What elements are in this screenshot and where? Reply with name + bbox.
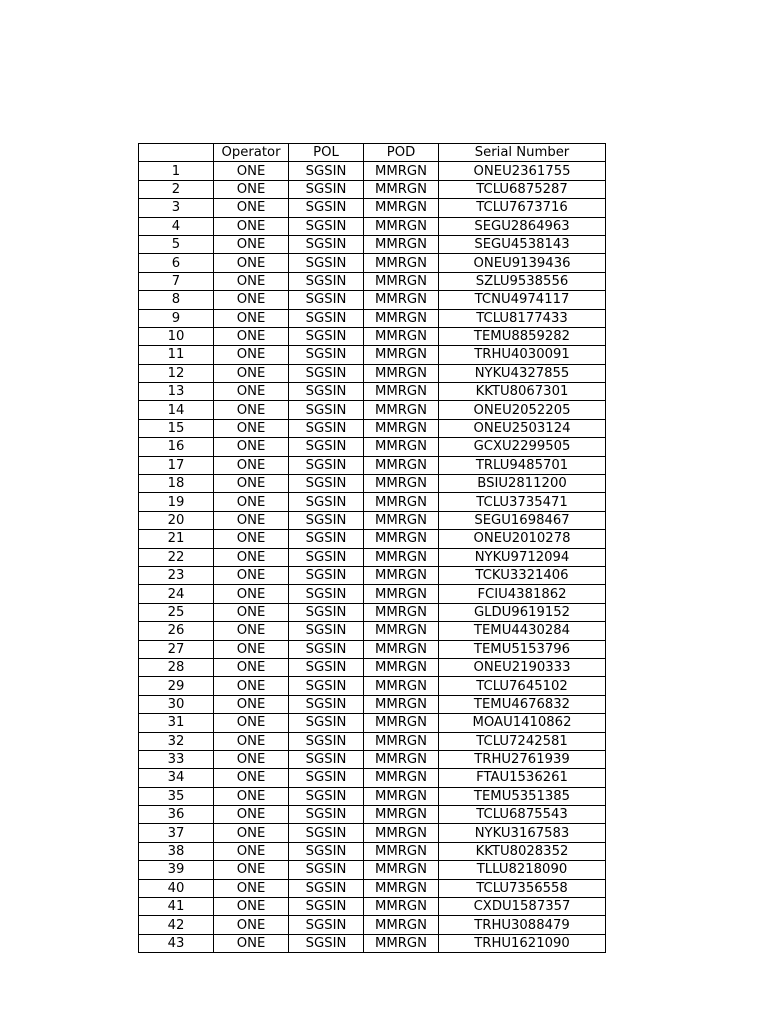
- table-row: [139, 456, 606, 474]
- table-row: [139, 916, 606, 934]
- cell-serial-number: TEMU8859282: [439, 327, 606, 345]
- cell-operator: ONE: [214, 419, 289, 437]
- table-row: [139, 272, 606, 290]
- cell-pod: MMRGN: [364, 879, 439, 897]
- cell-pod: MMRGN: [364, 162, 439, 180]
- cell-index: 4: [139, 217, 214, 235]
- cell-serial-number: GLDU9619152: [439, 603, 606, 621]
- table-row: [139, 787, 606, 805]
- table-row: [139, 732, 606, 750]
- cell-index: 41: [139, 898, 214, 916]
- table-row: [139, 640, 606, 658]
- cell-operator: ONE: [214, 475, 289, 493]
- cell-serial-number: TCLU7356558: [439, 879, 606, 897]
- cell-operator: ONE: [214, 603, 289, 621]
- cell-pod: MMRGN: [364, 383, 439, 401]
- cell-pol: SGSIN: [289, 824, 364, 842]
- cell-operator: ONE: [214, 180, 289, 198]
- cell-pod: MMRGN: [364, 861, 439, 879]
- cell-serial-number: TCLU3735471: [439, 493, 606, 511]
- cell-pol: SGSIN: [289, 364, 364, 382]
- table-row: [139, 235, 606, 253]
- cell-operator: ONE: [214, 511, 289, 529]
- cell-pod: MMRGN: [364, 548, 439, 566]
- cell-pod: MMRGN: [364, 622, 439, 640]
- cell-serial-number: TRHU2761939: [439, 750, 606, 768]
- cell-pol: SGSIN: [289, 199, 364, 217]
- cell-pod: MMRGN: [364, 732, 439, 750]
- cell-pol: SGSIN: [289, 566, 364, 584]
- cell-operator: ONE: [214, 548, 289, 566]
- cell-serial-number: TCLU7645102: [439, 677, 606, 695]
- cell-operator: ONE: [214, 401, 289, 419]
- table-row: [139, 622, 606, 640]
- cell-pol: SGSIN: [289, 640, 364, 658]
- table-row: [139, 291, 606, 309]
- cell-serial-number: TCKU3321406: [439, 566, 606, 584]
- cell-pol: SGSIN: [289, 493, 364, 511]
- cell-pod: MMRGN: [364, 806, 439, 824]
- cell-index: 40: [139, 879, 214, 897]
- cell-index: 27: [139, 640, 214, 658]
- cell-operator: ONE: [214, 769, 289, 787]
- cell-pod: MMRGN: [364, 401, 439, 419]
- column-header-pol: POL: [289, 144, 364, 162]
- cell-pod: MMRGN: [364, 327, 439, 345]
- cell-pod: MMRGN: [364, 180, 439, 198]
- cell-operator: ONE: [214, 861, 289, 879]
- cell-pod: MMRGN: [364, 235, 439, 253]
- cell-operator: ONE: [214, 934, 289, 952]
- cell-pol: SGSIN: [289, 603, 364, 621]
- table-row: [139, 217, 606, 235]
- cell-operator: ONE: [214, 898, 289, 916]
- table-row: [139, 585, 606, 603]
- table-row: [139, 824, 606, 842]
- cell-pod: MMRGN: [364, 714, 439, 732]
- table-row: [139, 769, 606, 787]
- cell-index: 17: [139, 456, 214, 474]
- cell-operator: ONE: [214, 879, 289, 897]
- cell-serial-number: CXDU1587357: [439, 898, 606, 916]
- table-row: [139, 327, 606, 345]
- cell-index: 28: [139, 658, 214, 676]
- cell-index: 3: [139, 199, 214, 217]
- cell-serial-number: TRHU3088479: [439, 916, 606, 934]
- cell-pol: SGSIN: [289, 162, 364, 180]
- cell-operator: ONE: [214, 291, 289, 309]
- cell-index: 21: [139, 530, 214, 548]
- cell-index: 35: [139, 787, 214, 805]
- cell-serial-number: NYKU3167583: [439, 824, 606, 842]
- cell-pol: SGSIN: [289, 622, 364, 640]
- cell-index: 43: [139, 934, 214, 952]
- cell-index: 14: [139, 401, 214, 419]
- table-row: [139, 438, 606, 456]
- cell-pol: SGSIN: [289, 254, 364, 272]
- cell-index: 15: [139, 419, 214, 437]
- cell-operator: ONE: [214, 438, 289, 456]
- table-row: [139, 861, 606, 879]
- cell-pod: MMRGN: [364, 934, 439, 952]
- cell-index: 38: [139, 842, 214, 860]
- cell-pod: MMRGN: [364, 898, 439, 916]
- table-row: [139, 566, 606, 584]
- column-header-operator: Operator: [214, 144, 289, 162]
- cell-pol: SGSIN: [289, 750, 364, 768]
- cell-pod: MMRGN: [364, 438, 439, 456]
- cell-index: 8: [139, 291, 214, 309]
- cell-index: 10: [139, 327, 214, 345]
- cell-operator: ONE: [214, 456, 289, 474]
- cell-serial-number: ONEU2503124: [439, 419, 606, 437]
- cell-operator: ONE: [214, 842, 289, 860]
- table-row: [139, 162, 606, 180]
- cell-index: 36: [139, 806, 214, 824]
- table-row: [139, 346, 606, 364]
- cell-index: 18: [139, 475, 214, 493]
- cell-pol: SGSIN: [289, 787, 364, 805]
- cell-serial-number: TEMU5351385: [439, 787, 606, 805]
- cell-pol: SGSIN: [289, 272, 364, 290]
- cell-operator: ONE: [214, 806, 289, 824]
- table-row: [139, 180, 606, 198]
- table-row: [139, 806, 606, 824]
- table-row: [139, 879, 606, 897]
- cell-pod: MMRGN: [364, 199, 439, 217]
- cell-index: 7: [139, 272, 214, 290]
- cell-pol: SGSIN: [289, 346, 364, 364]
- cell-index: 23: [139, 566, 214, 584]
- cell-serial-number: NYKU4327855: [439, 364, 606, 382]
- cell-operator: ONE: [214, 162, 289, 180]
- cell-pod: MMRGN: [364, 364, 439, 382]
- cell-pol: SGSIN: [289, 695, 364, 713]
- cell-index: 6: [139, 254, 214, 272]
- cell-index: 30: [139, 695, 214, 713]
- table-row: [139, 383, 606, 401]
- table-row: [139, 419, 606, 437]
- cell-serial-number: TRHU4030091: [439, 346, 606, 364]
- cell-operator: ONE: [214, 658, 289, 676]
- cell-pol: SGSIN: [289, 898, 364, 916]
- cell-pol: SGSIN: [289, 511, 364, 529]
- cell-operator: ONE: [214, 677, 289, 695]
- cell-pod: MMRGN: [364, 291, 439, 309]
- cell-serial-number: NYKU9712094: [439, 548, 606, 566]
- cell-serial-number: ONEU9139436: [439, 254, 606, 272]
- cell-index: 33: [139, 750, 214, 768]
- table-header-row: [139, 144, 606, 162]
- cell-index: 16: [139, 438, 214, 456]
- cell-operator: ONE: [214, 327, 289, 345]
- cell-serial-number: ONEU2190333: [439, 658, 606, 676]
- cell-pol: SGSIN: [289, 475, 364, 493]
- cell-index: 34: [139, 769, 214, 787]
- cell-operator: ONE: [214, 235, 289, 253]
- cell-pod: MMRGN: [364, 916, 439, 934]
- cell-serial-number: TCLU8177433: [439, 309, 606, 327]
- cell-index: 12: [139, 364, 214, 382]
- cell-index: 31: [139, 714, 214, 732]
- cell-operator: ONE: [214, 714, 289, 732]
- cell-operator: ONE: [214, 199, 289, 217]
- table-row: [139, 475, 606, 493]
- cell-serial-number: TEMU4430284: [439, 622, 606, 640]
- table-row: [139, 401, 606, 419]
- column-header-index: [139, 144, 214, 162]
- cell-pol: SGSIN: [289, 309, 364, 327]
- cell-operator: ONE: [214, 383, 289, 401]
- cell-pod: MMRGN: [364, 493, 439, 511]
- cell-operator: ONE: [214, 530, 289, 548]
- cell-operator: ONE: [214, 750, 289, 768]
- cell-index: 42: [139, 916, 214, 934]
- cell-serial-number: TCLU6875543: [439, 806, 606, 824]
- cell-serial-number: SEGU1698467: [439, 511, 606, 529]
- cell-index: 22: [139, 548, 214, 566]
- cell-pod: MMRGN: [364, 695, 439, 713]
- table-row: [139, 364, 606, 382]
- column-header-pod: POD: [364, 144, 439, 162]
- cell-serial-number: TRLU9485701: [439, 456, 606, 474]
- table-row: [139, 603, 606, 621]
- table-row: [139, 254, 606, 272]
- cell-pol: SGSIN: [289, 585, 364, 603]
- cell-serial-number: TCLU6875287: [439, 180, 606, 198]
- table-row: [139, 658, 606, 676]
- cell-index: 1: [139, 162, 214, 180]
- table-row: [139, 548, 606, 566]
- cell-serial-number: ONEU2010278: [439, 530, 606, 548]
- cell-serial-number: TEMU5153796: [439, 640, 606, 658]
- cell-operator: ONE: [214, 622, 289, 640]
- cell-index: 39: [139, 861, 214, 879]
- cell-pol: SGSIN: [289, 456, 364, 474]
- cell-serial-number: GCXU2299505: [439, 438, 606, 456]
- cell-serial-number: TCNU4974117: [439, 291, 606, 309]
- cell-pol: SGSIN: [289, 732, 364, 750]
- cell-serial-number: TEMU4676832: [439, 695, 606, 713]
- cell-index: 20: [139, 511, 214, 529]
- cell-index: 11: [139, 346, 214, 364]
- cell-serial-number: FCIU4381862: [439, 585, 606, 603]
- table-row: [139, 898, 606, 916]
- cell-operator: ONE: [214, 364, 289, 382]
- cell-pod: MMRGN: [364, 677, 439, 695]
- cell-pol: SGSIN: [289, 291, 364, 309]
- cell-pod: MMRGN: [364, 824, 439, 842]
- table-row: [139, 677, 606, 695]
- cell-serial-number: ONEU2361755: [439, 162, 606, 180]
- cell-index: 26: [139, 622, 214, 640]
- cell-serial-number: MOAU1410862: [439, 714, 606, 732]
- cell-pol: SGSIN: [289, 769, 364, 787]
- cell-pol: SGSIN: [289, 879, 364, 897]
- cell-pol: SGSIN: [289, 658, 364, 676]
- cell-serial-number: SEGU2864963: [439, 217, 606, 235]
- cell-pod: MMRGN: [364, 456, 439, 474]
- cell-pol: SGSIN: [289, 180, 364, 198]
- cell-pol: SGSIN: [289, 217, 364, 235]
- table-row: [139, 493, 606, 511]
- cell-index: 5: [139, 235, 214, 253]
- cell-pol: SGSIN: [289, 401, 364, 419]
- container-manifest-sheet: [138, 143, 606, 953]
- cell-pod: MMRGN: [364, 750, 439, 768]
- cell-index: 19: [139, 493, 214, 511]
- cell-pod: MMRGN: [364, 640, 439, 658]
- table-row: [139, 750, 606, 768]
- table-row: [139, 934, 606, 952]
- cell-operator: ONE: [214, 585, 289, 603]
- cell-serial-number: SZLU9538556: [439, 272, 606, 290]
- cell-serial-number: ONEU2052205: [439, 401, 606, 419]
- table-row: [139, 695, 606, 713]
- cell-operator: ONE: [214, 566, 289, 584]
- cell-serial-number: TLLU8218090: [439, 861, 606, 879]
- cell-pod: MMRGN: [364, 787, 439, 805]
- cell-operator: ONE: [214, 272, 289, 290]
- cell-index: 13: [139, 383, 214, 401]
- cell-pod: MMRGN: [364, 603, 439, 621]
- table-body: [139, 162, 606, 953]
- cell-pol: SGSIN: [289, 383, 364, 401]
- cell-pol: SGSIN: [289, 806, 364, 824]
- cell-pod: MMRGN: [364, 346, 439, 364]
- cell-pol: SGSIN: [289, 235, 364, 253]
- cell-pod: MMRGN: [364, 530, 439, 548]
- cell-pol: SGSIN: [289, 916, 364, 934]
- cell-pod: MMRGN: [364, 217, 439, 235]
- cell-index: 2: [139, 180, 214, 198]
- cell-pod: MMRGN: [364, 566, 439, 584]
- cell-serial-number: FTAU1536261: [439, 769, 606, 787]
- cell-pol: SGSIN: [289, 530, 364, 548]
- cell-index: 32: [139, 732, 214, 750]
- table-row: [139, 199, 606, 217]
- cell-pod: MMRGN: [364, 309, 439, 327]
- cell-pol: SGSIN: [289, 714, 364, 732]
- cell-pod: MMRGN: [364, 658, 439, 676]
- table-row: [139, 714, 606, 732]
- cell-operator: ONE: [214, 217, 289, 235]
- cell-index: 37: [139, 824, 214, 842]
- table-row: [139, 530, 606, 548]
- cell-operator: ONE: [214, 309, 289, 327]
- cell-pod: MMRGN: [364, 511, 439, 529]
- cell-operator: ONE: [214, 787, 289, 805]
- cell-pod: MMRGN: [364, 769, 439, 787]
- cell-serial-number: TCLU7242581: [439, 732, 606, 750]
- cell-serial-number: TRHU1621090: [439, 934, 606, 952]
- cell-pol: SGSIN: [289, 438, 364, 456]
- cell-pol: SGSIN: [289, 548, 364, 566]
- cell-pod: MMRGN: [364, 475, 439, 493]
- cell-operator: ONE: [214, 493, 289, 511]
- column-header-serial-number: Serial Number: [439, 144, 606, 162]
- cell-index: 9: [139, 309, 214, 327]
- cell-pod: MMRGN: [364, 272, 439, 290]
- cell-pod: MMRGN: [364, 254, 439, 272]
- table-row: [139, 842, 606, 860]
- cell-serial-number: SEGU4538143: [439, 235, 606, 253]
- cell-pol: SGSIN: [289, 419, 364, 437]
- cell-operator: ONE: [214, 254, 289, 272]
- cell-pod: MMRGN: [364, 419, 439, 437]
- cell-pol: SGSIN: [289, 842, 364, 860]
- cell-serial-number: KKTU8028352: [439, 842, 606, 860]
- cell-index: 25: [139, 603, 214, 621]
- cell-pod: MMRGN: [364, 585, 439, 603]
- cell-operator: ONE: [214, 824, 289, 842]
- table-row: [139, 511, 606, 529]
- cell-operator: ONE: [214, 732, 289, 750]
- cell-operator: ONE: [214, 916, 289, 934]
- cell-serial-number: TCLU7673716: [439, 199, 606, 217]
- cell-pol: SGSIN: [289, 677, 364, 695]
- cell-pol: SGSIN: [289, 327, 364, 345]
- cell-index: 24: [139, 585, 214, 603]
- cell-serial-number: KKTU8067301: [439, 383, 606, 401]
- cell-operator: ONE: [214, 346, 289, 364]
- cell-operator: ONE: [214, 640, 289, 658]
- cell-pol: SGSIN: [289, 861, 364, 879]
- cell-pol: SGSIN: [289, 934, 364, 952]
- cell-operator: ONE: [214, 695, 289, 713]
- table-row: [139, 309, 606, 327]
- cell-index: 29: [139, 677, 214, 695]
- cell-serial-number: BSIU2811200: [439, 475, 606, 493]
- container-manifest-table: [138, 143, 606, 953]
- cell-pod: MMRGN: [364, 842, 439, 860]
